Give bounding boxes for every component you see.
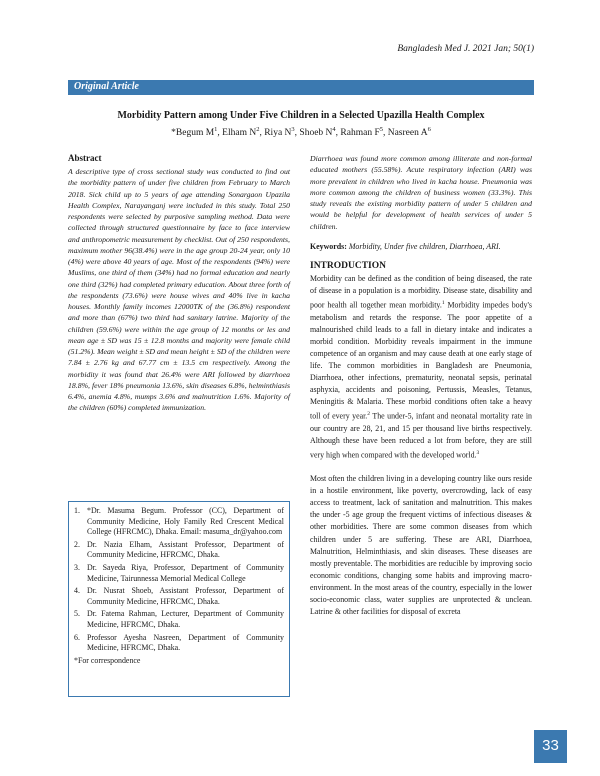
keywords-label: Keywords: [310,241,347,251]
affiliations-box [68,501,290,697]
article-type-banner [68,80,534,95]
abstract-text: A descriptive type of cross sectional study was conducted to find out the morbidity pattern of under five children from February to March 2018. Sick child up to 5 years of age attending Sonargaon Upazila Health Complex, Narayanganj were included in this study. Total 250 respondents were selected by purposive sampling method. Data were collected through structured questionnaire by face to face interview and anthropometric measurement by checklist. Out of 250 respondents, maximum mother 96(38.4%) were in the age group 20-24 year, only 10 (4%) were above 40 years of age. Most of the respondents (94%) were Muslims, one third of them (34%) had no formal education and nearly one third (32%) had completed primary education. About three forth of the respondents (73.6%) were house wives and 40% live in kacha houses. Monthly family incomes 12000TK of the (36.8%) respondent and more than (67%) two third had sanitary latrine. Majority of the children (59.6%) were within the age group of 12 months or les and mean age ± SD was 15 ± 12.8 months and majority were female child (51.2%). Mean weight ± SD and mean height ± SD of the children were 7.84 ± 2.76 kg and 67.77 cm ± 13.5 cm respectively. Among the morbidity it was found that 26.4% were ARI followed by diarrhoea 18.8%, fever 18% pneumonia 13.6%, skin diseases 6.8%, helminthiasis 6.4%, anemia 4.8%, mumps 3.6% and malnutrition 1.6%. Majority of the children (60%) completed immunization. [68,167,290,413]
affiliation-item: 2. Dr. Nazia Elham, Assistant Professor, Department of Community Medicine, HFRCMC, Dhaka. [74,539,284,560]
left-column [68,153,290,414]
introduction-paragraph-1: Morbidity can be defined as the condition of being diseased, the rate of disease in a population is a morbidity. Disease state, disability and poor health all together mean morbidity.$^1$ Morbidity impedes body's metabolism and retards the response. The poor appetite of a malnourished child leads to a fall in dietary intake and indicates a morbid condition. Morbidity reveals impairment in the immune competence of an organism and may cause death at one early stage of life. The common morbidities in Bangladesh are Pneumonia, Diarrhoea, other infections, prematurity, neonatal sepsis, perinatal asphyxia, accidents and poisoning, Pertussis, Measles, Tetanus, Meningitis & Malaria. These morbid conditions often take a heavy toll of every year.$^2$ The under-5, infant and neonatal mortality rate in our country are 28, 21, and 15 per thousand live births respectively. Although these have been reduced a lot from before, they are still very high when compared with the developed world.$^3$ [310,273,532,460]
affiliation-list [74,506,284,654]
author: Shoeb $N^4$, [299,126,341,139]
affiliation-item: 3. Dr. Sayeda Riya, Professor, Department of Community Medicine, Tairunnessa Memorial Medical College [74,562,284,583]
author-list [68,126,534,138]
correspondence-note: *For correspondence [74,655,141,665]
author: Elham $N^2$, [222,126,265,139]
journal-reference: Bangladesh Med J. 2021 Jan; 50(1) [397,44,534,54]
citation-ref: 1 [441,299,445,306]
introduction-heading: INTRODUCTION [310,260,387,271]
author: Rahman $F^5$, [340,126,388,139]
introduction-paragraph-2: Most often the children living in a developing country like ours reside in a hostile environment, like poverty, overcrowding, lack of easy access to treatment, lack of sanitation and malnutrition. This makes the under -5 age group the frequent victims of infectious diseases & other morbidities. There are some common diseases from which children under 5 are suffering. These are ARI, Diarrhoea, Malnutrition, Helminthiasis, and skin diseases. These diseases are mostly preventable. The morbidities are reducible by improving socio economic conditions, changing some habits and improving macro-environment. In the most areas of the country, especially in the lower socio-economic class, water supplies are unprotected & unclean. Latrine & other facilities for disposal of excreta [310,474,532,617]
citation-ref: 3 [476,450,480,457]
right-column [310,153,532,618]
author: Nasreen $A^6$ [387,126,431,139]
affiliation-item: 4. Dr. Nusrat Shoeb, Assistant Professor, Department of Community Medicine, HFRCMC, Dhaka. [74,586,284,606]
page-number: 33 [542,737,559,754]
author: *Begum $M^1$, [171,126,223,139]
page-number-box [534,730,567,763]
affiliation-item: 5. Dr. Fatema Rahman, Lecturer, Department of Community Medicine, HFRCMC, Dhaka. [74,609,284,629]
affiliation-item: 1. *Dr. Masuma Begum. Professor (CC), Department of Community Medicine, Holy Family Red Crescent Medical College (HFRCMC), Dhaka. Email: masuma_dr@yahoo.com [74,506,284,537]
abstract-heading: Abstract [68,153,102,163]
article-title: Morbidity Pattern among Under Five Children in a Selected Upazilla Health Complex [117,110,485,121]
article-type-label: Original Article [74,81,139,92]
citation-ref: 2 [367,411,371,418]
keywords-text: Morbidity, Under five children, Diarrhoea, ARI. [348,241,501,251]
affiliation-item: 6. Professor Ayesha Nasreen, Department of Community Medicine, HFRCMC, Dhaka. [74,632,284,653]
keywords [310,241,532,252]
author: Riya $N^3$, [264,126,300,139]
abstract-continuation: Diarrhoea was found more common among illiterate and non-formal educated mothers (55.58%). Acute respiratory infection (ARI) was more prevalent in children who lived in kacha house. Pneumonia was more common among the children of business women (33.3%). This study reveals the existing morbidity pattern of under 5 children and would be helpful for development of health services of under 5 children. [310,154,532,231]
